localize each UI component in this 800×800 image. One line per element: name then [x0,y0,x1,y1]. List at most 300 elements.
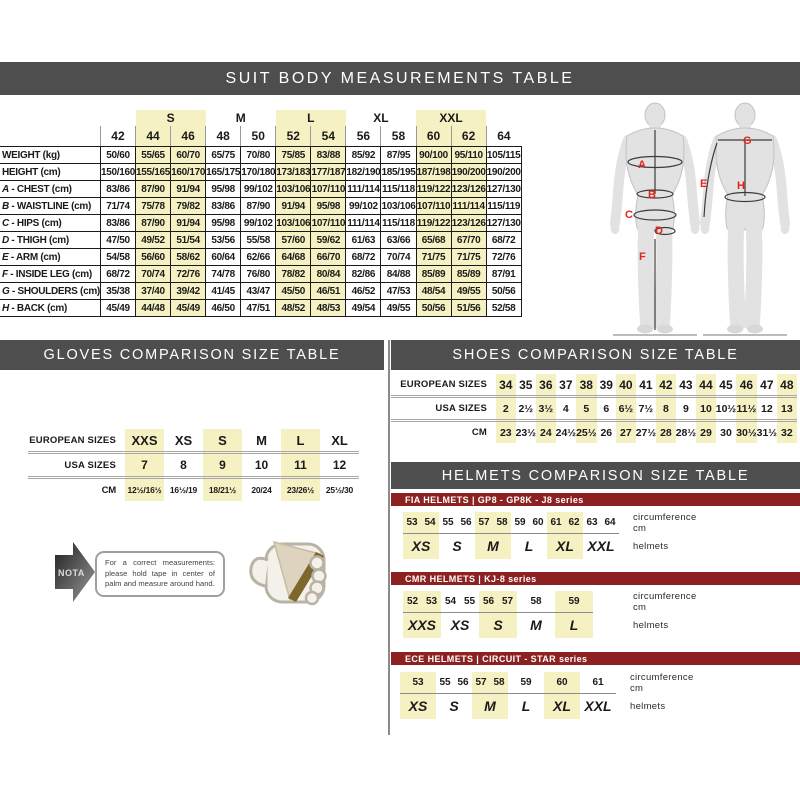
suit-measure-value: 90/100 [416,147,451,164]
helmet-size-column [547,512,583,559]
helmet-circumference-value: 53 [406,517,418,528]
helmet-circumference-value: 60 [532,517,544,528]
suit-measure-value: 150/160 [100,164,135,181]
size-value: 41 [639,377,653,392]
suit-measure-value: 64/68 [276,249,311,266]
helmet-size-column [403,512,439,559]
helmet-size-value: XS [450,617,470,633]
size-value: 37 [559,377,573,392]
helmet-circumference-value: 58 [493,677,505,688]
circumference-cm-label: circumference cm [633,590,697,613]
suit-table-title-bar: SUIT BODY MEASUREMENTS TABLE [0,62,800,95]
suit-measure-value: 119/122 [416,181,451,198]
suit-measure-label: G - SHOULDERS (cm) [0,283,100,300]
size-value: 38 [576,374,596,397]
suit-measure-value: 45/49 [171,300,206,317]
suit-measure-row [0,147,521,164]
helmet-size-value: L [524,538,534,554]
suit-size-header: 62 [451,126,486,147]
helmet-size-value: S [449,698,459,714]
suit-measure-value: 87/90 [136,215,171,232]
size-value: 28 [656,421,676,444]
nota-badge: NOTA [58,568,85,578]
suit-measure-value: 49/55 [451,283,486,300]
helmet-section-header: CMR HELMETS | KJ-8 series [391,572,800,585]
suit-measure-value: 85/89 [451,266,486,283]
circumference-cm-label: circumference cm [630,671,694,694]
size-value: 20/24 [242,478,281,502]
size-value: 27 [616,421,636,444]
suit-measure-value: 50/56 [486,283,521,300]
size-value: 25½ [576,421,596,444]
size-value: L [281,429,320,453]
helmet-circumference-value: 58 [530,596,542,607]
helmet-size-value: XL [556,538,574,554]
helmet-circumference-value: 56 [457,677,469,688]
size-value: S [203,429,242,453]
suit-measure-value: 111/114 [346,181,381,198]
suit-measure-value: 67/70 [451,232,486,249]
suit-measure-value: 119/122 [416,215,451,232]
suit-measure-value: 63/66 [381,232,416,249]
suit-size-group [486,110,521,126]
helmet-size-column [441,591,479,638]
suit-measure-value: 55/58 [241,232,276,249]
suit-measure-value: 47/53 [381,283,416,300]
size-value: 10 [242,453,281,478]
suit-measure-value: 65/75 [206,147,241,164]
helmet-circumference-value: 62 [568,517,580,528]
suit-measure-row [0,181,521,198]
size-value: 45 [719,377,733,392]
suit-measure-value: 95/110 [451,147,486,164]
suit-measure-value: 47/51 [241,300,276,317]
helmet-size-column [580,672,616,719]
helmet-size-column [475,512,511,559]
helmet-size-value: XXL [584,698,612,714]
size-value: 2 [496,397,516,421]
suit-size-header: 60 [416,126,451,147]
suit-measure-row [0,164,521,181]
suit-size-group: S [136,110,206,126]
suit-measure-value: 160/170 [171,164,206,181]
suit-size-header: 58 [381,126,416,147]
suit-measure-row [0,249,521,266]
suit-measure-value: 83/86 [100,215,135,232]
suit-measure-value: 65/68 [416,232,451,249]
size-value: 39 [599,377,613,392]
size-value: 47 [760,377,774,392]
helmet-size-column [403,591,441,638]
helmet-size-column [479,591,517,638]
helmet-size-value: XS [411,538,431,554]
helmet-size-column [511,512,547,559]
size-value: 44 [696,374,716,397]
suit-measure-value: 46/50 [206,300,241,317]
helmet-section-header: ECE HELMETS | CIRCUIT - STAR series [391,652,800,665]
suit-measure-value: 49/55 [381,300,416,317]
figure-label-inside-leg: F [639,251,646,263]
suit-measure-value: 87/90 [241,198,276,215]
size-value: 10 [696,397,716,421]
helmets-label: helmets [633,619,669,631]
helmet-circumference-value: 54 [444,596,457,607]
suit-measure-value: 76/80 [241,266,276,283]
size-value: 3½ [536,397,556,421]
suit-measure-value: 83/88 [311,147,346,164]
size-value: 46 [736,374,756,397]
figure-label-thigh: D [655,225,663,237]
helmet-circumference-value: 59 [514,517,526,528]
size-value: 24½ [556,421,576,444]
helmet-size-column [472,672,508,719]
size-value: 25½/30 [320,478,359,502]
figure-back [700,103,790,334]
suit-size-header: 52 [276,126,311,147]
suit-measure-value: 53/56 [206,232,241,249]
size-value: 10½ [716,397,736,421]
size-value: 16½/19 [164,478,203,502]
suit-measure-row [0,283,521,300]
size-value: 30 [716,421,736,444]
helmets-table-title-bar: HELMETS COMPARISON SIZE TABLE [391,462,800,489]
suit-measure-value: 60/64 [206,249,241,266]
size-value: 23 [496,421,516,444]
suit-measure-label: D - THIGH (cm) [0,232,100,249]
suit-measure-value: 51/54 [171,232,206,249]
suit-measure-value: 82/86 [346,266,381,283]
suit-measure-value: 79/82 [171,198,206,215]
helmet-circumference-value: 61 [550,517,562,528]
suit-measure-value: 68/72 [100,266,135,283]
helmet-size-value: XS [408,698,428,714]
suit-measure-value: 84/88 [381,266,416,283]
size-value: 7 [125,453,164,478]
suit-measure-value: 50/60 [100,147,135,164]
helmet-size-value: S [452,538,462,554]
suit-measure-value: 115/119 [486,198,521,215]
helmet-size-table [403,590,697,638]
suit-measure-value: 103/106 [381,198,416,215]
size-value: 23½ [516,421,536,444]
suit-measure-value: 182/190 [346,164,381,181]
size-value: 30½ [736,421,756,444]
suit-size-header: 56 [346,126,381,147]
helmet-table-divider [400,693,616,694]
figure-label-arm: E [700,178,708,190]
suit-measure-value: 111/114 [346,215,381,232]
suit-size-group: XL [373,111,389,125]
suit-size-header: 44 [136,126,171,147]
suit-measure-value: 66/70 [311,249,346,266]
suit-measure-value: 35/38 [100,283,135,300]
suit-measure-value: 185/195 [381,164,416,181]
suit-size-header: 42 [100,126,135,147]
suit-size-row-corner [0,126,100,147]
helmet-size-value: XXL [587,538,615,554]
suit-size-header: 46 [171,126,206,147]
suit-size-group [100,110,135,126]
circumference-cm-label: circumference cm [633,511,697,534]
figure-label-waist: B [648,189,656,201]
suit-measure-value: 95/98 [311,198,346,215]
size-value: 18/21½ [203,478,242,502]
hand-tape-measure-icon [238,536,333,608]
suit-measure-value: 155/165 [136,164,171,181]
suit-measure-value: 99/102 [241,181,276,198]
suit-measure-value: 71/75 [451,249,486,266]
helmet-size-value: L [521,698,531,714]
helmet-size-table [403,511,697,559]
suit-corner [0,110,100,126]
suit-measure-value: 48/53 [311,300,346,317]
suit-measure-value: 48/52 [276,300,311,317]
helmet-circumference-value: 64 [604,517,616,528]
gloves-size-table [28,429,359,501]
size-value: 34 [496,374,516,397]
size-value: 32 [777,421,797,444]
helmet-circumference-value: 59 [520,677,532,688]
helmet-circumference-value: 63 [586,517,598,528]
size-value: 12½/16½ [125,478,164,502]
gloves-table-title-bar: GLOVES COMPARISON SIZE TABLE [0,340,384,370]
suit-measure-value: 87/90 [136,181,171,198]
suit-measure-value: 70/74 [381,249,416,266]
size-value: 9 [203,453,242,478]
helmet-size-column [400,672,436,719]
size-value: 12 [757,397,777,421]
size-value: 2½ [516,397,536,421]
suit-measure-value: 72/76 [486,249,521,266]
suit-measure-value: 165/175 [206,164,241,181]
size-row [28,453,359,478]
suit-measure-value: 91/94 [276,198,311,215]
suit-measure-value: 55/65 [136,147,171,164]
helmets-label: helmets [630,700,666,712]
suit-measure-row [0,232,521,249]
suit-measure-value: 68/72 [346,249,381,266]
suit-measure-value: 190/200 [486,164,521,181]
size-value: 5 [576,397,596,421]
suit-measure-value: 99/102 [346,198,381,215]
suit-measure-value: 39/42 [171,283,206,300]
size-value: 8 [164,453,203,478]
suit-size-header: 50 [241,126,276,147]
suit-measure-value: 62/66 [241,249,276,266]
suit-measure-value: 83/86 [100,181,135,198]
suit-measure-value: 45/50 [276,283,311,300]
suit-measure-value: 85/92 [346,147,381,164]
suit-measure-value: 70/74 [136,266,171,283]
size-row [391,397,797,421]
suit-measure-value: 75/85 [276,147,311,164]
suit-measure-value: 111/114 [451,198,486,215]
suit-measurements-table [0,110,522,317]
suit-measure-value: 107/110 [311,181,346,198]
helmet-circumference-value: 52 [406,596,419,607]
helmet-size-column [508,672,544,719]
helmet-size-column [555,591,593,638]
size-value: 26 [597,421,617,444]
suit-measure-value: 45/49 [100,300,135,317]
suit-measure-value: 83/86 [206,198,241,215]
size-value: 6½ [616,397,636,421]
suit-measure-row [0,215,521,232]
suit-measure-value: 61/63 [346,232,381,249]
helmet-circumference-value: 54 [424,517,436,528]
size-value: 4 [556,397,576,421]
size-row-label: USA SIZES [391,397,496,421]
shoes-table-title-bar: SHOES COMPARISON SIZE TABLE [391,340,800,370]
size-value: 6 [597,397,617,421]
size-row [391,421,797,444]
helmet-circumference-value: 60 [556,677,568,688]
suit-size-header: 54 [311,126,346,147]
helmet-table-divider [403,612,593,613]
figure-label-back: H [737,180,745,192]
helmet-circumference-value: 55 [439,677,451,688]
size-value: 8 [656,397,676,421]
suit-measure-value: 54/58 [100,249,135,266]
helmet-circumference-value: 56 [460,517,472,528]
suit-measure-value: 99/102 [241,215,276,232]
suit-measure-label: F - INSIDE LEG (cm) [0,266,100,283]
helmet-circumference-value: 59 [568,596,580,607]
suit-measure-value: 74/78 [206,266,241,283]
suit-measure-value: 107/110 [416,198,451,215]
suit-measure-value: 48/54 [416,283,451,300]
suit-measure-value: 49/54 [346,300,381,317]
suit-measure-value: 68/72 [486,232,521,249]
suit-measure-value: 72/76 [171,266,206,283]
size-row [28,478,359,502]
suit-measure-value: 52/58 [486,300,521,317]
suit-measure-value: 115/118 [381,215,416,232]
size-value: 31½ [757,421,777,444]
suit-measure-value: 57/60 [276,232,311,249]
helmet-circumference-value: 55 [442,517,454,528]
suit-measure-label: HEIGHT (cm) [0,164,100,181]
size-row-label: CM [391,421,496,444]
suit-measure-value: 85/89 [416,266,451,283]
suit-measure-value: 115/118 [381,181,416,198]
suit-measure-value: 70/80 [241,147,276,164]
suit-measure-value: 78/82 [276,266,311,283]
size-row [391,374,797,397]
helmet-circumference-value: 57 [475,677,487,688]
figure-label-hips: C [625,209,633,221]
suit-measure-value: 190/200 [451,164,486,181]
suit-size-group: M [235,111,246,125]
suit-measure-value: 41/45 [206,283,241,300]
suit-measure-row [0,266,521,283]
suit-measure-value: 46/51 [311,283,346,300]
size-value: 12 [320,453,359,478]
suit-measure-value: 177/187 [311,164,346,181]
suit-measure-value: 49/52 [136,232,171,249]
suit-measure-label: B - WAISTLINE (cm) [0,198,100,215]
suit-measure-value: 47/50 [100,232,135,249]
helmet-size-value: XXS [407,617,436,633]
suit-measure-value: 43/47 [241,283,276,300]
size-value: 23/26½ [281,478,320,502]
helmet-circumference-value: 53 [425,596,438,607]
size-value: 29 [696,421,716,444]
helmet-circumference-value: 57 [478,517,490,528]
size-value: XS [174,432,193,448]
figure-front [611,103,700,334]
suit-measure-row [0,300,521,317]
helmet-size-value: L [569,617,579,633]
suit-measure-value: 91/94 [171,181,206,198]
size-value: 35 [519,377,533,392]
suit-measure-label: WEIGHT (kg) [0,147,100,164]
panel-divider [388,340,390,735]
size-value: 48 [777,374,797,397]
helmet-size-table [400,671,694,719]
suit-size-header: 48 [206,126,241,147]
suit-measure-value: 107/110 [311,215,346,232]
size-value: XXS [125,429,164,453]
suit-size-group: XXL [416,110,486,126]
helmet-circumference-value: 57 [501,596,514,607]
figure-label-shoulders: G [743,135,752,147]
size-value: 11½ [736,397,756,421]
suit-measure-value: 123/126 [451,181,486,198]
suit-measure-value: 71/74 [100,198,135,215]
suit-measure-value: 91/94 [171,215,206,232]
size-value: 11 [281,453,320,478]
suit-measure-label: C - HIPS (cm) [0,215,100,232]
helmet-size-column [544,672,580,719]
size-row [28,429,359,453]
size-value: 28½ [676,421,696,444]
suit-measure-value: 75/78 [136,198,171,215]
helmet-size-value: S [493,617,503,633]
body-measurement-figure [558,99,800,339]
size-value: 7½ [636,397,656,421]
suit-measure-value: 187/198 [416,164,451,181]
suit-measure-value: 127/130 [486,181,521,198]
figure-label-chest: A [638,159,646,171]
suit-measure-value: 50/56 [416,300,451,317]
size-value: M [256,432,267,448]
helmet-size-value: M [487,538,499,554]
size-row-label: USA SIZES [28,453,125,478]
helmet-table-divider [403,533,619,534]
suit-measure-value: 80/84 [311,266,346,283]
suit-measure-value: 37/40 [136,283,171,300]
suit-measure-value: 105/115 [486,147,521,164]
size-row-label: EUROPEAN SIZES [29,434,116,446]
helmet-size-column [583,512,619,559]
suit-measure-value: 127/130 [486,215,521,232]
suit-measure-value: 44/48 [136,300,171,317]
suit-measure-value: 59/62 [311,232,346,249]
suit-measure-value: 103/106 [276,181,311,198]
suit-measure-value: 103/106 [276,215,311,232]
helmet-circumference-value: 53 [412,677,424,688]
helmet-section-header: FIA HELMETS | GP8 - GP8K - J8 series [391,493,800,506]
suit-measure-label: E - ARM (cm) [0,249,100,266]
suit-measure-value: 51/56 [451,300,486,317]
helmet-size-column [436,672,472,719]
helmet-size-column [517,591,555,638]
suit-measure-value: 60/70 [171,147,206,164]
suit-size-header: 64 [486,126,521,147]
size-value: 43 [679,377,693,392]
helmet-size-value: XL [553,698,571,714]
